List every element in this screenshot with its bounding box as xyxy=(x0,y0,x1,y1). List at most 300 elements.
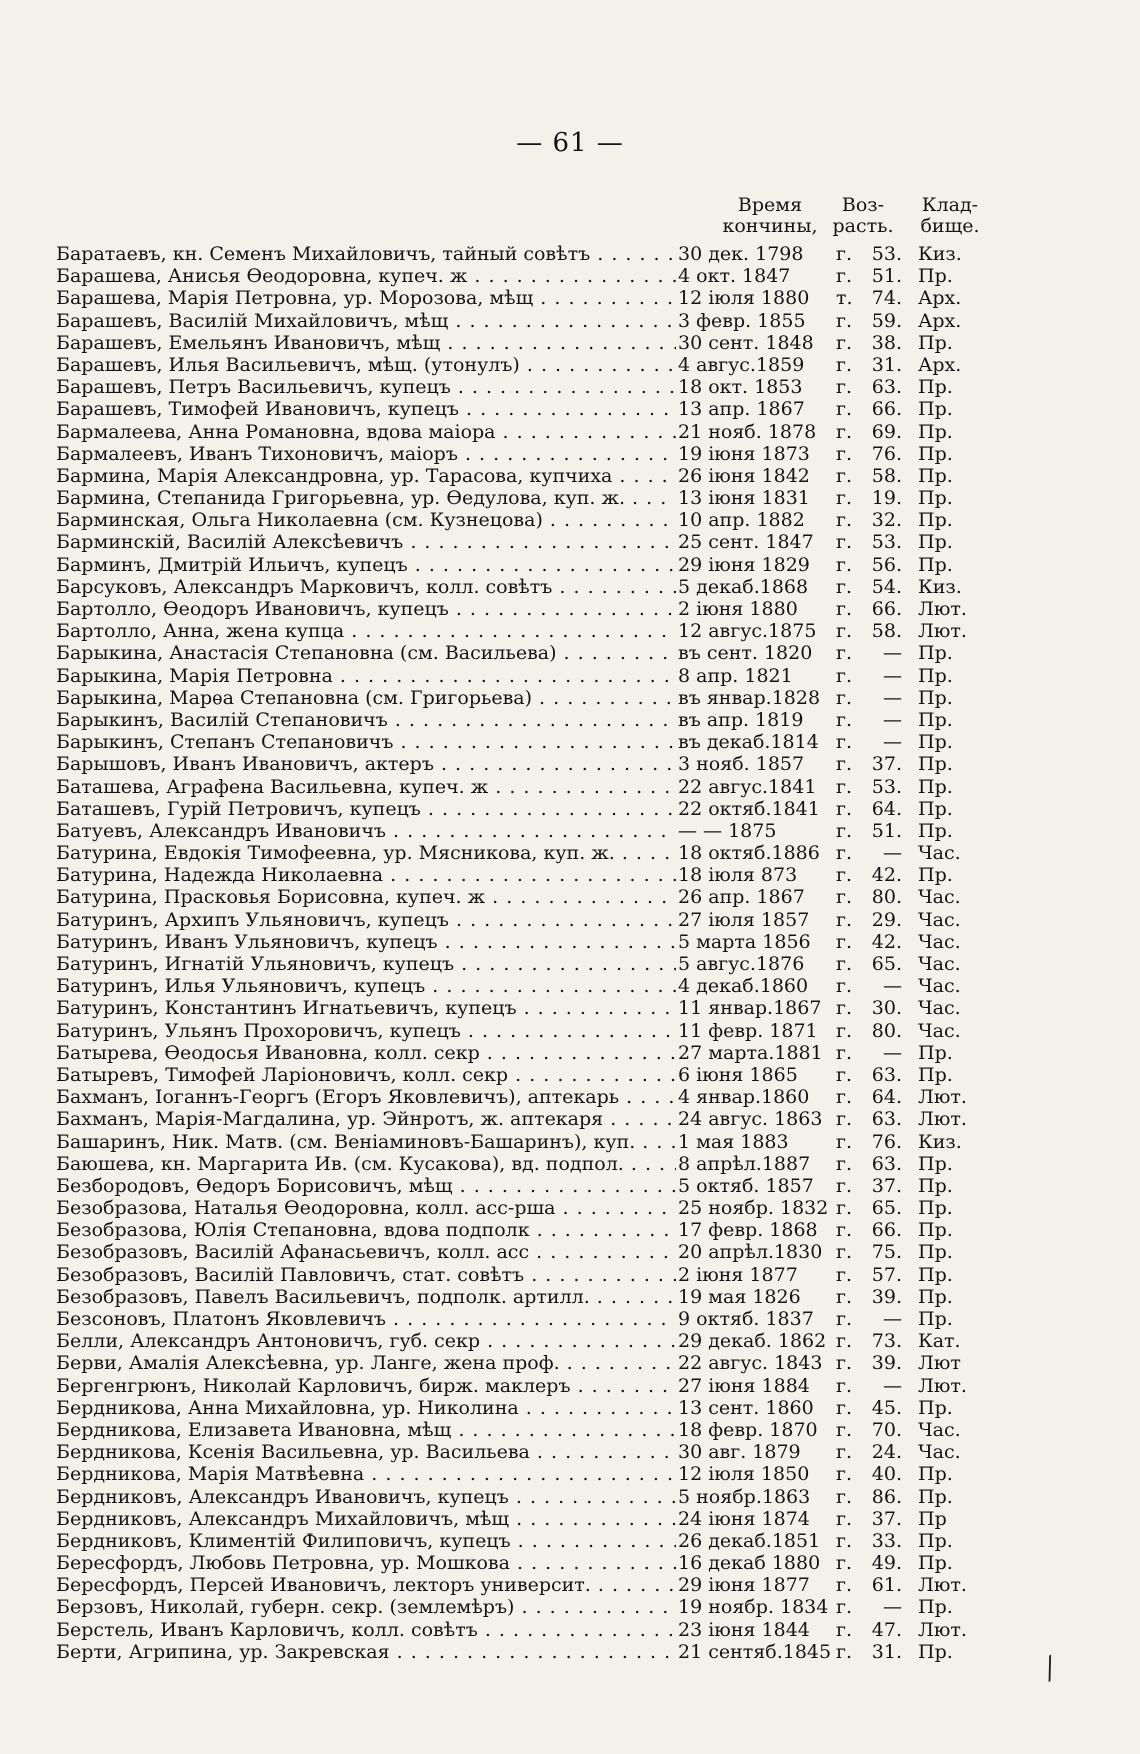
entry-cemetery: Пр. xyxy=(918,442,953,465)
entry-cemetery: Пр. xyxy=(918,753,953,776)
entry-name: Бересфордъ, Любовь Петровна, ур. Мошкова . . . xyxy=(56,1552,676,1574)
entry-age: 57. xyxy=(871,1263,902,1286)
entry-cemetery: Пр. xyxy=(918,553,953,576)
list-item xyxy=(0,287,1140,309)
entry-date: 5 декаб.1868 xyxy=(678,575,809,598)
entry-date: 19 іюня 1873 xyxy=(678,442,810,465)
entry-year-suffix: г. xyxy=(836,1463,852,1486)
entry-year-suffix: г. xyxy=(836,975,852,998)
entry-cemetery: Пр. xyxy=(918,509,953,532)
entry-date: 30 дек. 1798 xyxy=(678,243,804,265)
entry-age: 66. xyxy=(871,598,902,620)
list-item xyxy=(0,931,1140,953)
entry-name: Барыкинъ, Василій Степановичъ . . . xyxy=(56,709,676,731)
entry-name: Бартолло, Анна, жена купца . . . xyxy=(56,620,676,642)
entry-cemetery: Пр. xyxy=(918,1529,953,1552)
entry-age: 76. xyxy=(871,1130,902,1153)
entry-year-suffix: г. xyxy=(836,1063,852,1086)
entry-age: 42. xyxy=(871,864,902,887)
entry-cemetery: Пр. xyxy=(918,1063,953,1086)
entry-cemetery: Пр. xyxy=(918,420,953,443)
entry-year-suffix: г. xyxy=(836,1174,852,1197)
header-age: Воз- расть. xyxy=(832,194,894,237)
entry-cemetery: Пр. xyxy=(918,642,953,665)
entry-name: Бердникова, Анна Михайловна, ур. Николина . . . xyxy=(56,1397,676,1419)
entry-cemetery: Пр. xyxy=(918,1285,953,1308)
entry-date: 24 іюня 1874 xyxy=(678,1507,810,1530)
entry-cemetery: Пр. xyxy=(918,686,953,709)
entry-date: въ январ.1828 xyxy=(678,686,821,709)
entry-name: Безбородовъ, Ѳедоръ Борисовичъ, мѣщ . . . xyxy=(56,1175,676,1197)
entry-date: 29 іюня 1829 xyxy=(678,553,810,576)
list-item xyxy=(0,1064,1140,1086)
entry-year-suffix: г. xyxy=(836,1352,852,1375)
entry-year-suffix: г. xyxy=(836,1330,852,1353)
list-item xyxy=(0,1175,1140,1197)
entry-age: 32. xyxy=(871,509,902,532)
entry-name: Батуринъ, Ульянъ Прохоровичъ, купецъ . . . xyxy=(56,1020,676,1042)
entry-date: 22 авгус. 1843 xyxy=(678,1352,823,1375)
entry-name: Бармина, Марія Александровна, ур. Тарасова, купчиха . . . xyxy=(56,465,676,487)
entry-year-suffix: г. xyxy=(836,819,852,842)
entry-name: Барыкинъ, Степанъ Степановичъ . . . xyxy=(56,731,676,753)
entry-name: Бердниковъ, Александръ Ивановичъ, купецъ . . . xyxy=(56,1486,676,1508)
list-item xyxy=(0,1441,1140,1463)
list-item xyxy=(0,265,1140,287)
list-item xyxy=(0,1042,1140,1064)
entry-year-suffix: г. xyxy=(836,1285,852,1308)
entry-age: 29. xyxy=(871,908,902,931)
entry-cemetery: Час. xyxy=(918,908,961,931)
entry-name: Барминская, Ольга Николаевна (см. Кузнецова) . . . xyxy=(56,509,676,531)
entry-date: 6 іюня 1865 xyxy=(678,1063,798,1086)
entry-cemetery: Лют. xyxy=(918,620,967,643)
entry-date: 18 іюля 873 xyxy=(678,864,798,887)
entry-cemetery: Пр. xyxy=(918,864,953,887)
list-item xyxy=(0,421,1140,443)
entry-name: Батуринъ, Игнатій Ульяновичъ, купецъ . . . xyxy=(56,953,676,975)
entry-date: въ декаб.1814 xyxy=(678,731,819,754)
entry-name: Бахманъ, Марія-Магдалина, ур. Эйнротъ, ж. аптекаря . . . xyxy=(56,1108,676,1130)
entry-year-suffix: г. xyxy=(836,353,852,376)
entry-age: — xyxy=(883,708,902,731)
entry-year-suffix: г. xyxy=(836,775,852,798)
entry-year-suffix: г. xyxy=(836,842,852,865)
entry-name: Бармина, Степанида Григорьевна, ур. Ѳедулова, куп. ж. . . . xyxy=(56,487,676,509)
entry-age: 38. xyxy=(871,331,902,354)
entry-age: 40. xyxy=(871,1463,902,1486)
list-item xyxy=(0,398,1140,420)
entry-cemetery: Лют. xyxy=(918,1086,967,1109)
list-item xyxy=(0,1131,1140,1153)
entry-cemetery: Пр. xyxy=(918,1197,953,1220)
entry-name: Батурина, Евдокія Тимофеевна, ур. Мясникова, куп. ж. . . . xyxy=(56,842,676,864)
entry-name: Башаринъ, Ник. Матв. (см. Веніаминовъ-Башаринъ), куп. . . . xyxy=(56,1131,676,1153)
entry-cemetery: Пр. xyxy=(918,398,953,421)
entry-cemetery: Пр. xyxy=(918,708,953,731)
list-item xyxy=(0,598,1140,620)
entry-date: 11 январ.1867 xyxy=(678,997,822,1020)
list-item xyxy=(0,443,1140,465)
entry-age: 63. xyxy=(871,1152,902,1175)
entry-age: 42. xyxy=(871,930,902,953)
entry-name: Барашевъ, Илья Васильевичъ, мѣщ. (утонулъ) . . . xyxy=(56,354,676,376)
entry-cemetery: Арх. xyxy=(918,309,962,332)
entry-age: 63. xyxy=(871,1063,902,1086)
entry-date: 27 іюня 1884 xyxy=(678,1374,810,1397)
entry-date: 2 іюня 1877 xyxy=(678,1263,798,1286)
entry-date: 13 апр. 1867 xyxy=(678,398,805,421)
entry-age: — xyxy=(883,842,902,865)
entry-name: Бармалеева, Анна Романовна, вдова маіора . . . xyxy=(56,421,676,443)
entry-year-suffix: г. xyxy=(836,797,852,820)
entry-year-suffix: г. xyxy=(836,1086,852,1109)
entry-cemetery: Лют. xyxy=(918,1618,967,1641)
entry-date: 26 апр. 1867 xyxy=(678,886,805,909)
list-item xyxy=(0,354,1140,376)
entry-date: 12 авгус.1875 xyxy=(678,620,817,643)
entry-cemetery: Пр. xyxy=(918,1485,953,1508)
list-item xyxy=(0,465,1140,487)
entry-cemetery: Пр. xyxy=(918,487,953,510)
entry-age: 56. xyxy=(871,553,902,576)
entry-age: 53. xyxy=(871,775,902,798)
entry-year-suffix: г. xyxy=(836,1596,852,1619)
list-item xyxy=(0,886,1140,908)
list-item xyxy=(0,709,1140,731)
list-item xyxy=(0,1619,1140,1641)
entry-age: 65. xyxy=(871,953,902,975)
list-item xyxy=(0,731,1140,753)
entry-year-suffix: г. xyxy=(836,1485,852,1508)
entry-year-suffix: г. xyxy=(836,708,852,731)
entry-name: Барашевъ, Петръ Васильевичъ, купецъ . . . xyxy=(56,376,676,398)
list-item xyxy=(0,620,1140,642)
entry-year-suffix: г. xyxy=(836,243,852,265)
entry-year-suffix: г. xyxy=(836,908,852,931)
entry-date: 24 авгус. 1863 xyxy=(678,1108,823,1131)
entry-age: 65. xyxy=(871,1197,902,1220)
list-item xyxy=(0,776,1140,798)
entry-date: 13 сент. 1860 xyxy=(678,1396,814,1419)
list-item xyxy=(0,642,1140,664)
list-item xyxy=(0,487,1140,509)
entry-age: 31. xyxy=(871,353,902,376)
entry-age: 19. xyxy=(871,487,902,510)
entry-cemetery: Пр. xyxy=(918,265,953,288)
list-item xyxy=(0,332,1140,354)
entry-name: Барашева, Анисья Ѳеодоровна, купеч. ж . . . xyxy=(56,265,676,287)
entry-date: 26 декаб.1851 xyxy=(678,1529,821,1552)
entry-name: Баташевъ, Гурій Петровичъ, купецъ . . . xyxy=(56,798,676,820)
entry-age: 53. xyxy=(871,243,902,265)
entry-year-suffix: г. xyxy=(836,309,852,332)
entry-age: 64. xyxy=(871,797,902,820)
entry-date: 19 ноябр. 1834 xyxy=(678,1596,829,1619)
list-item xyxy=(0,1264,1140,1286)
entry-date: въ апр. 1819 xyxy=(678,708,804,731)
entry-name: Безсоновъ, Платонъ Яковлевичъ . . . xyxy=(56,1308,676,1330)
entry-cemetery: Пр. xyxy=(918,1174,953,1197)
entry-year-suffix: г. xyxy=(836,930,852,953)
entry-cemetery: Пр. xyxy=(918,331,953,354)
entry-age: — xyxy=(883,642,902,665)
entry-age: 54. xyxy=(871,575,902,598)
entry-date: 13 іюня 1831 xyxy=(678,487,810,510)
entry-name: Бердниковъ, Климентій Филиповичъ, купецъ . . . xyxy=(56,1530,676,1552)
entry-date: 21 нояб. 1878 xyxy=(678,420,817,443)
entry-cemetery: Пр. xyxy=(918,1552,953,1575)
list-item xyxy=(0,1486,1140,1508)
entry-cemetery: Пр. xyxy=(918,1596,953,1619)
list-item xyxy=(0,953,1140,975)
entry-year-suffix: г. xyxy=(836,1041,852,1064)
entry-year-suffix: г. xyxy=(836,1618,852,1641)
entry-cemetery: Пр. xyxy=(918,1241,953,1264)
entry-cemetery: Час. xyxy=(918,1418,961,1441)
entry-year-suffix: г. xyxy=(836,553,852,576)
entry-date: 19 мая 1826 xyxy=(678,1285,801,1308)
list-item xyxy=(0,1574,1140,1596)
list-item xyxy=(0,975,1140,997)
list-item xyxy=(0,310,1140,332)
list-item xyxy=(0,798,1140,820)
entry-year-suffix: т. xyxy=(836,287,853,310)
entry-date: 4 январ.1860 xyxy=(678,1086,810,1109)
entry-date: 27 марта.1881 xyxy=(678,1041,823,1064)
entry-date: 5 октяб. 1857 xyxy=(678,1174,814,1197)
entry-date: 18 октяб.1886 xyxy=(678,842,820,865)
entry-name: Берстель, Иванъ Карловичъ, колл. совѣтъ . . . xyxy=(56,1619,676,1641)
entry-age: 66. xyxy=(871,1219,902,1242)
entry-year-suffix: г. xyxy=(836,1152,852,1175)
list-item xyxy=(0,1552,1140,1574)
entry-name: Барашевъ, Емельянъ Ивановичъ, мѣщ . . . xyxy=(56,332,676,354)
entry-year-suffix: г. xyxy=(836,531,852,554)
entry-name: Бергенгрюнъ, Николай Карловичъ, бирж. маклеръ . . . xyxy=(56,1375,676,1397)
entry-year-suffix: г. xyxy=(836,398,852,421)
entry-date: 8 апрѣл.1887 xyxy=(678,1152,811,1175)
list-item xyxy=(0,1397,1140,1419)
entry-year-suffix: г. xyxy=(836,376,852,399)
entry-age: 53. xyxy=(871,531,902,554)
entry-year-suffix: г. xyxy=(836,1529,852,1552)
entry-year-suffix: г. xyxy=(836,1552,852,1575)
entry-name: Безобразовъ, Василій Павловичъ, стат. совѣтъ . . . xyxy=(56,1264,676,1286)
entry-name: Батуринъ, Константинъ Игнатьевичъ, купецъ . . . xyxy=(56,997,676,1019)
entry-age: 64. xyxy=(871,1086,902,1109)
entry-date: 25 сент. 1847 xyxy=(678,531,814,554)
entry-age: — xyxy=(883,1041,902,1064)
entry-age: 37. xyxy=(871,1174,902,1197)
entry-date: въ сент. 1820 xyxy=(678,642,813,665)
entry-cemetery: Пр. xyxy=(918,464,953,487)
entry-age: 39. xyxy=(871,1352,902,1375)
entry-age: 49. xyxy=(871,1552,902,1575)
entry-age: 86. xyxy=(871,1485,902,1508)
entry-name: Барыкина, Марія Петровна . . . xyxy=(56,665,676,687)
entry-year-suffix: г. xyxy=(836,509,852,532)
entry-name: Баташева, Аграфена Васильевна, купеч. ж . . . xyxy=(56,776,676,798)
entry-date: 29 іюня 1877 xyxy=(678,1574,810,1597)
list-item xyxy=(0,1641,1140,1663)
list-item xyxy=(0,576,1140,598)
entry-name: Бердникова, Елизавета Ивановна, мѣщ . . . xyxy=(56,1419,676,1441)
entry-year-suffix: г. xyxy=(836,420,852,443)
entry-year-suffix: г. xyxy=(836,1396,852,1419)
entry-age: 31. xyxy=(871,1640,902,1663)
entry-age: 58. xyxy=(871,464,902,487)
entry-cemetery: Лют xyxy=(918,1352,961,1375)
entry-date: 17 февр. 1868 xyxy=(678,1219,818,1242)
entry-age: 80. xyxy=(871,886,902,909)
entry-age: 66. xyxy=(871,398,902,421)
list-item xyxy=(0,864,1140,886)
entry-date: 29 декаб. 1862 xyxy=(678,1330,827,1353)
list-item xyxy=(0,820,1140,842)
entry-cemetery: Пр. xyxy=(918,1396,953,1419)
entry-year-suffix: г. xyxy=(836,1640,852,1663)
entry-age: 61. xyxy=(871,1574,902,1597)
entry-name: Бахманъ, Іоганнъ-Георгъ (Егоръ Яковлевичъ), аптекарь . . . xyxy=(56,1086,676,1108)
entry-cemetery: Час. xyxy=(918,930,961,953)
entry-year-suffix: г. xyxy=(836,1019,852,1042)
entry-age: — xyxy=(883,664,902,687)
entry-age: 39. xyxy=(871,1285,902,1308)
entry-year-suffix: г. xyxy=(836,1219,852,1242)
list-item xyxy=(0,1375,1140,1397)
entry-year-suffix: г. xyxy=(836,265,852,288)
entry-age: — xyxy=(883,1308,902,1330)
entry-cemetery: Пр. xyxy=(918,1152,953,1175)
entry-year-suffix: г. xyxy=(836,442,852,465)
entry-name: Батыревъ, Тимофей Ларіоновичъ, колл. секр . . . xyxy=(56,1064,676,1086)
entry-name: Безобразовъ, Павелъ Васильевичъ, подполк. артилл. . . . xyxy=(56,1286,676,1308)
entry-name: Бердниковъ, Александръ Михайловичъ, мѣщ . . . xyxy=(56,1508,676,1530)
entry-date: 30 сент. 1848 xyxy=(678,331,814,354)
entry-cemetery: Пр. xyxy=(918,1219,953,1242)
list-item xyxy=(0,243,1140,265)
entry-name: Безобразовъ, Василій Афанасьевичъ, колл. асс . . . xyxy=(56,1241,676,1263)
entry-age: 37. xyxy=(871,753,902,776)
entry-year-suffix: г. xyxy=(836,997,852,1020)
entry-name: Барсуковъ, Александръ Марковичъ, колл. совѣтъ . . . xyxy=(56,576,676,598)
entry-cemetery: Час. xyxy=(918,975,961,998)
entry-year-suffix: г. xyxy=(836,886,852,909)
list-item xyxy=(0,997,1140,1019)
entry-year-suffix: г. xyxy=(836,953,852,975)
entry-year-suffix: г. xyxy=(836,1374,852,1397)
entry-year-suffix: г. xyxy=(836,1574,852,1597)
entry-year-suffix: г. xyxy=(836,1241,852,1264)
entry-name: Бердникова, Марія Матвѣевна . . . xyxy=(56,1463,676,1485)
entry-name: Барашевъ, Тимофей Ивановичъ, купецъ . . . xyxy=(56,398,676,420)
entry-cemetery: Пр xyxy=(918,1507,947,1530)
entry-age: 37. xyxy=(871,1507,902,1530)
entry-date: 11 февр. 1871 xyxy=(678,1019,818,1042)
list-item xyxy=(0,1530,1140,1552)
entry-year-suffix: г. xyxy=(836,575,852,598)
list-item xyxy=(0,1108,1140,1130)
entry-age: 63. xyxy=(871,376,902,399)
entry-cemetery: Арх. xyxy=(918,287,962,310)
list-item xyxy=(0,1086,1140,1108)
entry-cemetery: Лют. xyxy=(918,598,967,620)
entry-date: 18 окт. 1853 xyxy=(678,376,803,399)
entry-year-suffix: г. xyxy=(836,686,852,709)
list-item xyxy=(0,1352,1140,1374)
list-item xyxy=(0,1308,1140,1330)
list-item xyxy=(0,376,1140,398)
entry-date: 30 авг. 1879 xyxy=(678,1441,801,1464)
list-item xyxy=(0,554,1140,576)
pen-mark: ⁄ xyxy=(1039,1653,1062,1686)
entry-year-suffix: г. xyxy=(836,642,852,665)
entry-cemetery: Пр. xyxy=(918,1463,953,1486)
entry-cemetery: Час. xyxy=(918,953,961,975)
entry-cemetery: Час. xyxy=(918,1441,961,1464)
entry-date: — — 1875 xyxy=(678,819,777,842)
entry-cemetery: Пр. xyxy=(918,1308,953,1330)
list-item xyxy=(0,1153,1140,1175)
list-item xyxy=(0,1419,1140,1441)
entry-date: 3 нояб. 1857 xyxy=(678,753,805,776)
entry-date: 16 декаб 1880 xyxy=(678,1552,821,1575)
entry-cemetery: Пр. xyxy=(918,731,953,754)
list-item xyxy=(0,1508,1140,1530)
entry-age: 51. xyxy=(871,819,902,842)
list-item xyxy=(0,1197,1140,1219)
entry-year-suffix: г. xyxy=(836,1130,852,1153)
entry-date: 5 авгус.1876 xyxy=(678,953,805,975)
entry-date: 22 октяб.1841 xyxy=(678,797,820,820)
entry-age: — xyxy=(883,975,902,998)
entry-date: 8 апр. 1821 xyxy=(678,664,793,687)
entry-date: 3 февр. 1855 xyxy=(678,309,806,332)
entry-age: 45. xyxy=(871,1396,902,1419)
entry-cemetery: Пр. xyxy=(918,1263,953,1286)
entry-year-suffix: г. xyxy=(836,331,852,354)
entry-year-suffix: г. xyxy=(836,864,852,887)
register-list xyxy=(0,243,1140,1663)
list-item xyxy=(0,909,1140,931)
entry-name: Барашевъ, Василій Михайловичъ, мѣщ . . . xyxy=(56,310,676,332)
entry-age: 70. xyxy=(871,1418,902,1441)
entry-age: 59. xyxy=(871,309,902,332)
entry-name: Бердникова, Ксенія Васильевна, ур. Васильева . . . xyxy=(56,1441,676,1463)
entry-name: Батуринъ, Иванъ Ульяновичъ, купецъ . . . xyxy=(56,931,676,953)
entry-name: Барминъ, Дмитрій Ильичъ, купецъ . . . xyxy=(56,554,676,576)
entry-age: 80. xyxy=(871,1019,902,1042)
entry-year-suffix: г. xyxy=(836,753,852,776)
entry-cemetery: Пр. xyxy=(918,797,953,820)
entry-date: 4 декаб.1860 xyxy=(678,975,809,998)
entry-age: 24. xyxy=(871,1441,902,1464)
entry-cemetery: Киз. xyxy=(918,575,962,598)
entry-date: 4 авгус.1859 xyxy=(678,353,805,376)
entry-cemetery: Час. xyxy=(918,886,961,909)
entry-name: Барашева, Марія Петровна, ур. Морозова, мѣщ . . . xyxy=(56,287,676,309)
entry-date: 9 октяб. 1837 xyxy=(678,1308,814,1330)
entry-age: 47. xyxy=(871,1618,902,1641)
entry-year-suffix: г. xyxy=(836,1418,852,1441)
list-item xyxy=(0,687,1140,709)
list-item xyxy=(0,1463,1140,1485)
entry-date: 12 іюля 1880 xyxy=(678,287,810,310)
entry-age: 58. xyxy=(871,620,902,643)
entry-date: 26 іюня 1842 xyxy=(678,464,810,487)
list-item xyxy=(0,1219,1140,1241)
